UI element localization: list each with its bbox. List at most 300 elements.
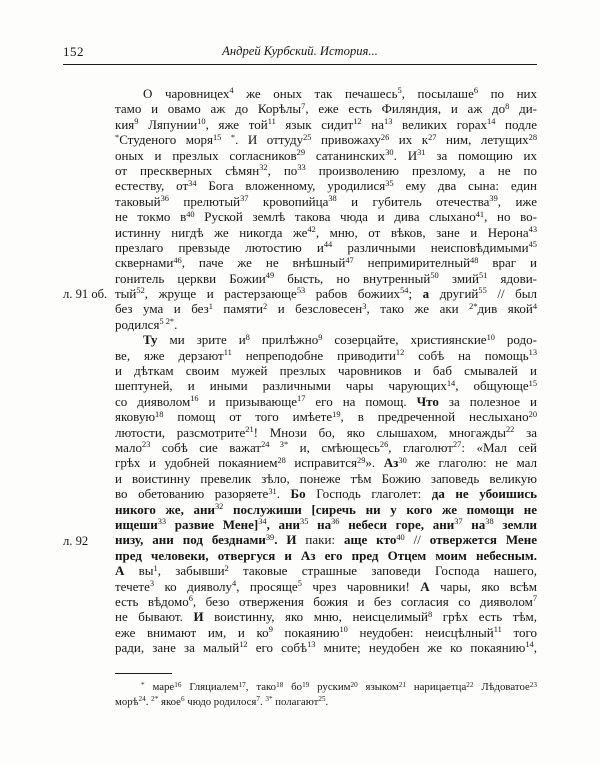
apparatus-superscript: 51 [478,271,488,281]
text-run: небеси горе, ани [339,516,455,532]
text-run: никого же, ани [115,501,215,517]
text-run: рабов божиих [305,286,401,302]
apparatus-superscript: 23 [142,440,151,450]
apparatus-superscript: 16 [190,394,199,404]
apparatus-superscript: 7 [256,695,260,704]
text-run: , яже той [205,116,268,132]
text-line [115,594,537,609]
apparatus-superscript: 47 [345,255,354,265]
apparatus-superscript: 38 [328,194,337,204]
apparatus-superscript: 12 [239,640,248,650]
text-run: прелютый [168,193,241,209]
apparatus-superscript: 32 [214,501,224,511]
text-run: Ту [143,332,158,348]
text-line [115,363,537,378]
apparatus-superscript: 43 [528,224,537,234]
text-run: , жруще и растерзающе [144,286,297,302]
apparatus-superscript: 50 [430,271,439,281]
apparatus-superscript: 9 [318,332,323,342]
text-line [115,548,537,563]
text-run: же оных так печашесь [233,86,398,101]
text-run: Руской землѣ такова чюда и дива слыхано [194,209,476,225]
text-run: ним, летущих [436,132,529,148]
text-run: их к [389,132,429,148]
text-run: пред человеки, отвергуся и Аз его пред Отцем моим небесным. [115,547,537,563]
folio-note: л. 92 [63,533,89,548]
text-run: великих горах [392,116,488,132]
text-run: истинну нигдѣ же никогда же [115,224,308,240]
text-run: , безо отвержения божия и без согласия со дияволом [192,593,533,609]
text-run: привожаху [311,132,381,148]
text-run: во обетованию разоряете [115,486,269,502]
text-run: , посылаше [401,86,474,101]
apparatus-superscript: 33 [297,163,306,173]
text-run: гонитель церкви Божии [115,270,266,286]
text-run: Бо [290,486,306,502]
text-run: естеству, от [115,178,189,194]
text-run: непреподобне приводити [231,347,396,363]
text-run: низу, ани под безднами [115,532,266,548]
apparatus-superscript: 4 [232,578,237,588]
text-run: сквернами [115,255,174,271]
text-run: на [308,516,332,532]
text-run: , тако [245,681,277,694]
apparatus-superscript: * [230,132,236,142]
apparatus-superscript: 28 [528,132,538,142]
text-run: сатанинских [305,147,386,163]
text-run: его на помощ. [305,393,417,409]
apparatus-superscript: 41 [475,209,485,219]
text-run: якое [158,695,181,708]
apparatus-superscript: 44 [323,240,333,250]
text-run: чюдо родилося [184,695,257,708]
text-run: же глаголю: не мал [406,455,537,471]
text-run: , паче же не внѣшный [181,255,346,271]
apparatus-superscript: 45 [528,240,537,250]
footnote-separator [115,673,172,674]
text-line [115,348,537,363]
text-run: непримирителный [353,255,471,271]
page-number: 152 [63,44,84,59]
text-run: , просяще [236,578,298,594]
text-line [115,680,537,694]
apparatus-superscript: 20 [528,409,537,419]
apparatus-superscript: 42 [307,224,316,234]
text-run: прилѣжно [249,332,319,348]
text-run: // [404,532,430,548]
text-run: и дѣткам своим мужей презлых чаровников и баб смывалей и [115,363,537,379]
text-run: враг и [478,255,537,271]
text-line [115,332,537,347]
apparatus-superscript: 8 [505,101,510,111]
apparatus-superscript: 24 3* [261,440,289,450]
apparatus-superscript: 29 [357,455,366,465]
text-run: А [420,578,430,594]
apparatus-superscript: 20 [350,681,358,690]
text-run: . И [274,532,297,548]
apparatus-superscript: 25 [318,695,326,704]
text-run: аще кто [343,532,397,548]
apparatus-superscript: 35 [300,517,309,527]
apparatus-superscript: 26 [380,132,390,142]
apparatus-superscript: 15 [212,132,222,142]
text-run: родился [115,316,160,332]
text-run: , по [267,162,298,178]
apparatus-superscript: 17 [238,681,246,690]
text-run: чары, яко всѣм [429,578,537,594]
text-line [115,86,537,101]
apparatus-superscript: 1 [208,301,213,311]
text-run: . [276,486,291,502]
apparatus-superscript: 1 [153,563,158,573]
text-run: языком [357,681,399,694]
text-run: не токмо в [115,209,187,225]
text-run: со дияволом [115,393,191,409]
text-line [115,440,537,455]
text-run: собѣ на помощь [404,347,529,363]
text-run: ищеши [115,516,158,532]
text-line [115,240,537,255]
apparatus-superscript: 54 [400,286,409,296]
running-title: Андрей Курбский. История... [222,44,378,58]
text-run: и, смѣющесь [288,439,380,455]
text-line [115,209,537,224]
folio-note: л. 91 об. [63,287,108,302]
text-run: мало [115,439,143,455]
apparatus-superscript: 23 [529,681,537,690]
text-run: паки: [296,532,344,548]
text-run: за полезное и [438,393,537,409]
text-line [115,225,537,240]
text-line [115,486,537,501]
text-run: , мню, от вѣков, зане и Нерона [315,224,529,240]
text-run: ему два сына: един [393,178,537,194]
apparatus-superscript: 5 [297,578,302,588]
apparatus-superscript: 3 [362,301,367,311]
apparatus-superscript: 13 [307,640,316,650]
text-run: Гляциалем [181,681,239,694]
apparatus-superscript: 3 [149,578,155,588]
apparatus-superscript: 18 [155,409,164,419]
text-run: памяти [212,301,264,317]
text-line [115,194,537,209]
text-line [115,255,537,270]
apparatus-superscript: 8 [428,609,433,619]
main-text [115,86,537,655]
apparatus-superscript: 9 [134,117,139,127]
text-run: . [145,695,152,708]
apparatus-superscript: 12 [395,348,405,358]
apparatus-superscript: 37 [454,517,463,527]
text-run: , в предреченной неслыхано [340,409,529,425]
apparatus-superscript: 33 [157,517,167,527]
text-run: Ляпунии [138,116,198,132]
apparatus-superscript: 40 [186,209,195,219]
text-run: презлаго превзыде лютостию и [115,239,324,255]
text-line [115,271,537,286]
apparatus-superscript: 24 [138,695,146,704]
apparatus-superscript: 55 [478,286,487,296]
text-run: ! Мнози бо, яко слышахом, многажды [253,424,506,440]
text-run: за [514,424,538,440]
text-run: да не убоишись [431,486,538,502]
apparatus-superscript: 28 [277,455,286,465]
apparatus-superscript: 16 [174,681,182,690]
text-run: Лѣдоватое [473,681,530,694]
text-line [115,517,537,532]
apparatus-superscript: 13 [528,348,538,358]
text-run: кия [115,116,135,132]
apparatus-superscript: 31 [268,486,277,496]
text-run: подле [495,116,537,132]
apparatus-superscript: 30 [398,455,407,465]
apparatus-superscript: 10 [197,117,206,127]
apparatus-superscript: 9 [268,625,273,635]
text-line [115,455,537,470]
text-run: течете [115,578,150,594]
text-run: чрез чаровники! [301,578,421,594]
apparatus-superscript: 53 [296,286,306,296]
text-run: Что [416,393,439,409]
text-run: и призывающе [198,393,298,409]
apparatus-superscript: 26 [379,440,389,450]
apparatus-superscript: 22 [466,681,474,690]
apparatus-superscript: 12 [353,117,362,127]
apparatus-superscript: 21 [245,425,254,434]
text-run: Аз [383,455,399,471]
text-run: , глаголют [388,439,453,455]
text-line [115,640,537,655]
footnotes [115,680,537,708]
text-line [115,286,537,301]
apparatus-superscript: 11 [267,117,276,127]
apparatus-superscript: 39 [489,194,498,204]
text-run: Господь глаголет: [305,486,432,502]
text-run: без ума и без [115,301,209,317]
text-run: исправится [285,455,358,471]
apparatus-superscript: 19 [302,681,310,690]
text-run: собѣ сие важат [150,439,262,455]
text-run: неудобен: неисцѣлный [347,624,494,640]
text-run: лютости, разсмотрите [115,424,246,440]
text-run: шептуней, и иными различными чары чарующих [115,378,447,394]
text-run: ; [408,286,423,302]
text-run: воистинну, яко мню, неисцелимый [203,609,428,625]
text-run: . И оттуду [235,132,304,148]
text-run: . [325,695,329,708]
apparatus-superscript: 10 [486,332,495,342]
text-run [221,132,231,147]
text-run: и губитель отечества [336,193,490,209]
text-run: земли [493,516,537,532]
text-run: И [193,609,204,625]
apparatus-superscript: 14 [446,378,456,388]
text-run: , еже есть Филяндия, и аж до [305,101,506,117]
text-run: ядови- [487,270,538,286]
text-run: яковую [115,409,156,425]
apparatus-superscript: 5 [397,86,402,96]
text-run: нарицаетца [405,681,467,694]
text-run: Бога вложенному, уродилися [196,178,386,194]
text-run: ». [365,455,384,471]
apparatus-superscript: 19 [332,409,341,419]
text-run: тамо и овамо аж до Корѣлы [115,101,302,117]
apparatus-superscript: 35 [385,178,394,188]
apparatus-superscript: 29 [296,147,305,157]
text-run: на [462,516,486,532]
apparatus-superscript: 3* [265,695,273,704]
text-run: змий [438,270,479,286]
page-body [63,86,537,655]
text-run: , ани [266,516,301,532]
apparatus-superscript: 31 [417,147,426,157]
apparatus-superscript: 32 [259,163,268,173]
text-run: созерцайте, християнские [322,332,487,348]
text-run: , общующе [455,378,529,394]
apparatus-superscript: 52 [136,286,145,296]
text-run: ми зрите и [157,332,246,348]
text-line [115,178,537,193]
text-run: . [174,316,178,332]
text-run: морѣ [115,695,139,708]
text-run: бысть, но внутренный [274,270,431,286]
text-line [115,425,537,440]
text-run: Студеного моря [119,132,213,148]
text-run: и безсловесен [267,301,363,317]
apparatus-superscript: 2 [224,563,229,573]
page-header [63,44,537,59]
text-run: а [422,286,430,302]
text-run: вы [124,563,154,579]
text-run: . И [393,147,418,163]
text-run: ве, яже дерзают [115,347,224,363]
apparatus-superscript: 34 [188,178,197,188]
text-run: того [501,624,537,640]
apparatus-superscript: * [141,681,145,690]
apparatus-superscript: 46 [173,255,182,265]
text-run: ради, зане за малый [115,640,240,656]
apparatus-superscript: 48 [470,255,479,265]
apparatus-superscript: 7 [532,594,538,604]
apparatus-superscript: 6 [180,695,185,704]
text-run: полагают [272,695,319,708]
apparatus-superscript: 5 2* [159,317,175,327]
text-run: А [115,563,125,579]
text-run: за помощию их [425,147,538,163]
text-run: по них [478,86,538,101]
text-line [115,163,537,178]
apparatus-superscript: 11 [223,348,232,358]
text-run: // был [486,286,537,302]
text-run: таковый [115,193,161,209]
apparatus-superscript: 4 [532,301,537,311]
apparatus-superscript: 40 [396,532,405,542]
apparatus-superscript: 27 [428,132,437,142]
apparatus-superscript: 14 [487,117,496,127]
apparatus-superscript: 15 [528,378,537,388]
text-run: , забывши [157,563,225,579]
text-run: язык сидит [275,116,354,132]
apparatus-superscript: 8 [245,332,250,342]
text-run: кровопийца [248,193,329,209]
text-line [115,563,537,578]
text-line [115,625,537,640]
text-line [115,148,537,163]
text-run: грѣх есть тѣм, [432,609,537,625]
text-run: : «Мал сей [461,439,538,455]
text-run: О чаровницех [143,86,230,101]
text-run: див якой [477,301,533,317]
text-line [115,378,537,393]
text-run: еже внимают им, и ко [115,624,269,640]
text-run: бо [283,681,303,694]
apparatus-superscript: 13 [384,117,393,127]
apparatus-superscript: 49 [265,271,275,281]
apparatus-superscript: 2 [263,301,268,311]
apparatus-superscript: 11 [493,625,502,635]
apparatus-superscript: 34 [258,517,267,527]
text-line [115,609,537,624]
apparatus-superscript: 30 [385,147,394,157]
text-run: не бывают. [115,609,194,625]
text-run: ко дияволу [154,578,233,594]
apparatus-superscript: 17 [297,394,306,404]
text-run: развие Мене] [166,516,259,532]
apparatus-superscript: 22 [505,425,515,434]
apparatus-superscript: 21 [398,681,406,690]
text-line [115,409,537,424]
apparatus-superscript: 7 [301,101,306,111]
text-run: таковые страшные заповеди Господа нашего, [228,563,537,579]
text-line [115,394,537,409]
text-run: его собѣ [247,640,308,656]
apparatus-superscript: 2* [469,301,478,311]
text-run: есть вѣдомо [115,593,189,609]
text-run: ди- [509,101,537,117]
text-run: тый [115,286,137,302]
text-run: родо- [494,332,537,348]
text-run: на [361,116,384,132]
text-run: , иже [497,193,537,209]
apparatus-superscript: 6 [473,86,479,96]
apparatus-superscript: 10 [339,625,348,635]
apparatus-superscript: 25 [303,132,312,142]
text-run: . [259,695,266,708]
apparatus-superscript: 2* [151,695,159,704]
text-line [115,695,537,709]
apparatus-superscript: 27 [452,440,462,450]
text-run: , но во- [484,209,537,225]
text-run: произволению презлому, а не по [305,162,537,178]
text-line [115,579,537,594]
apparatus-superscript: 6 [188,594,193,604]
apparatus-superscript: 37 [240,194,249,204]
text-run: маре [144,681,175,694]
apparatus-superscript: 4 [229,86,234,96]
apparatus-superscript: 36 [160,194,169,204]
text-run: другий [429,286,479,302]
text-line [115,101,537,116]
apparatus-superscript: 38 [485,517,494,527]
text-run: оных и презлых согласников [115,147,297,163]
apparatus-superscript: 18 [276,681,284,690]
text-run: руским [309,681,351,694]
text-line [115,132,537,147]
text-line [115,532,537,547]
text-run: различными неисповѣдимыми [332,239,529,255]
text-run: мните; неудобен же ко покаянию [315,640,526,656]
apparatus-superscript: 36 [331,517,340,527]
